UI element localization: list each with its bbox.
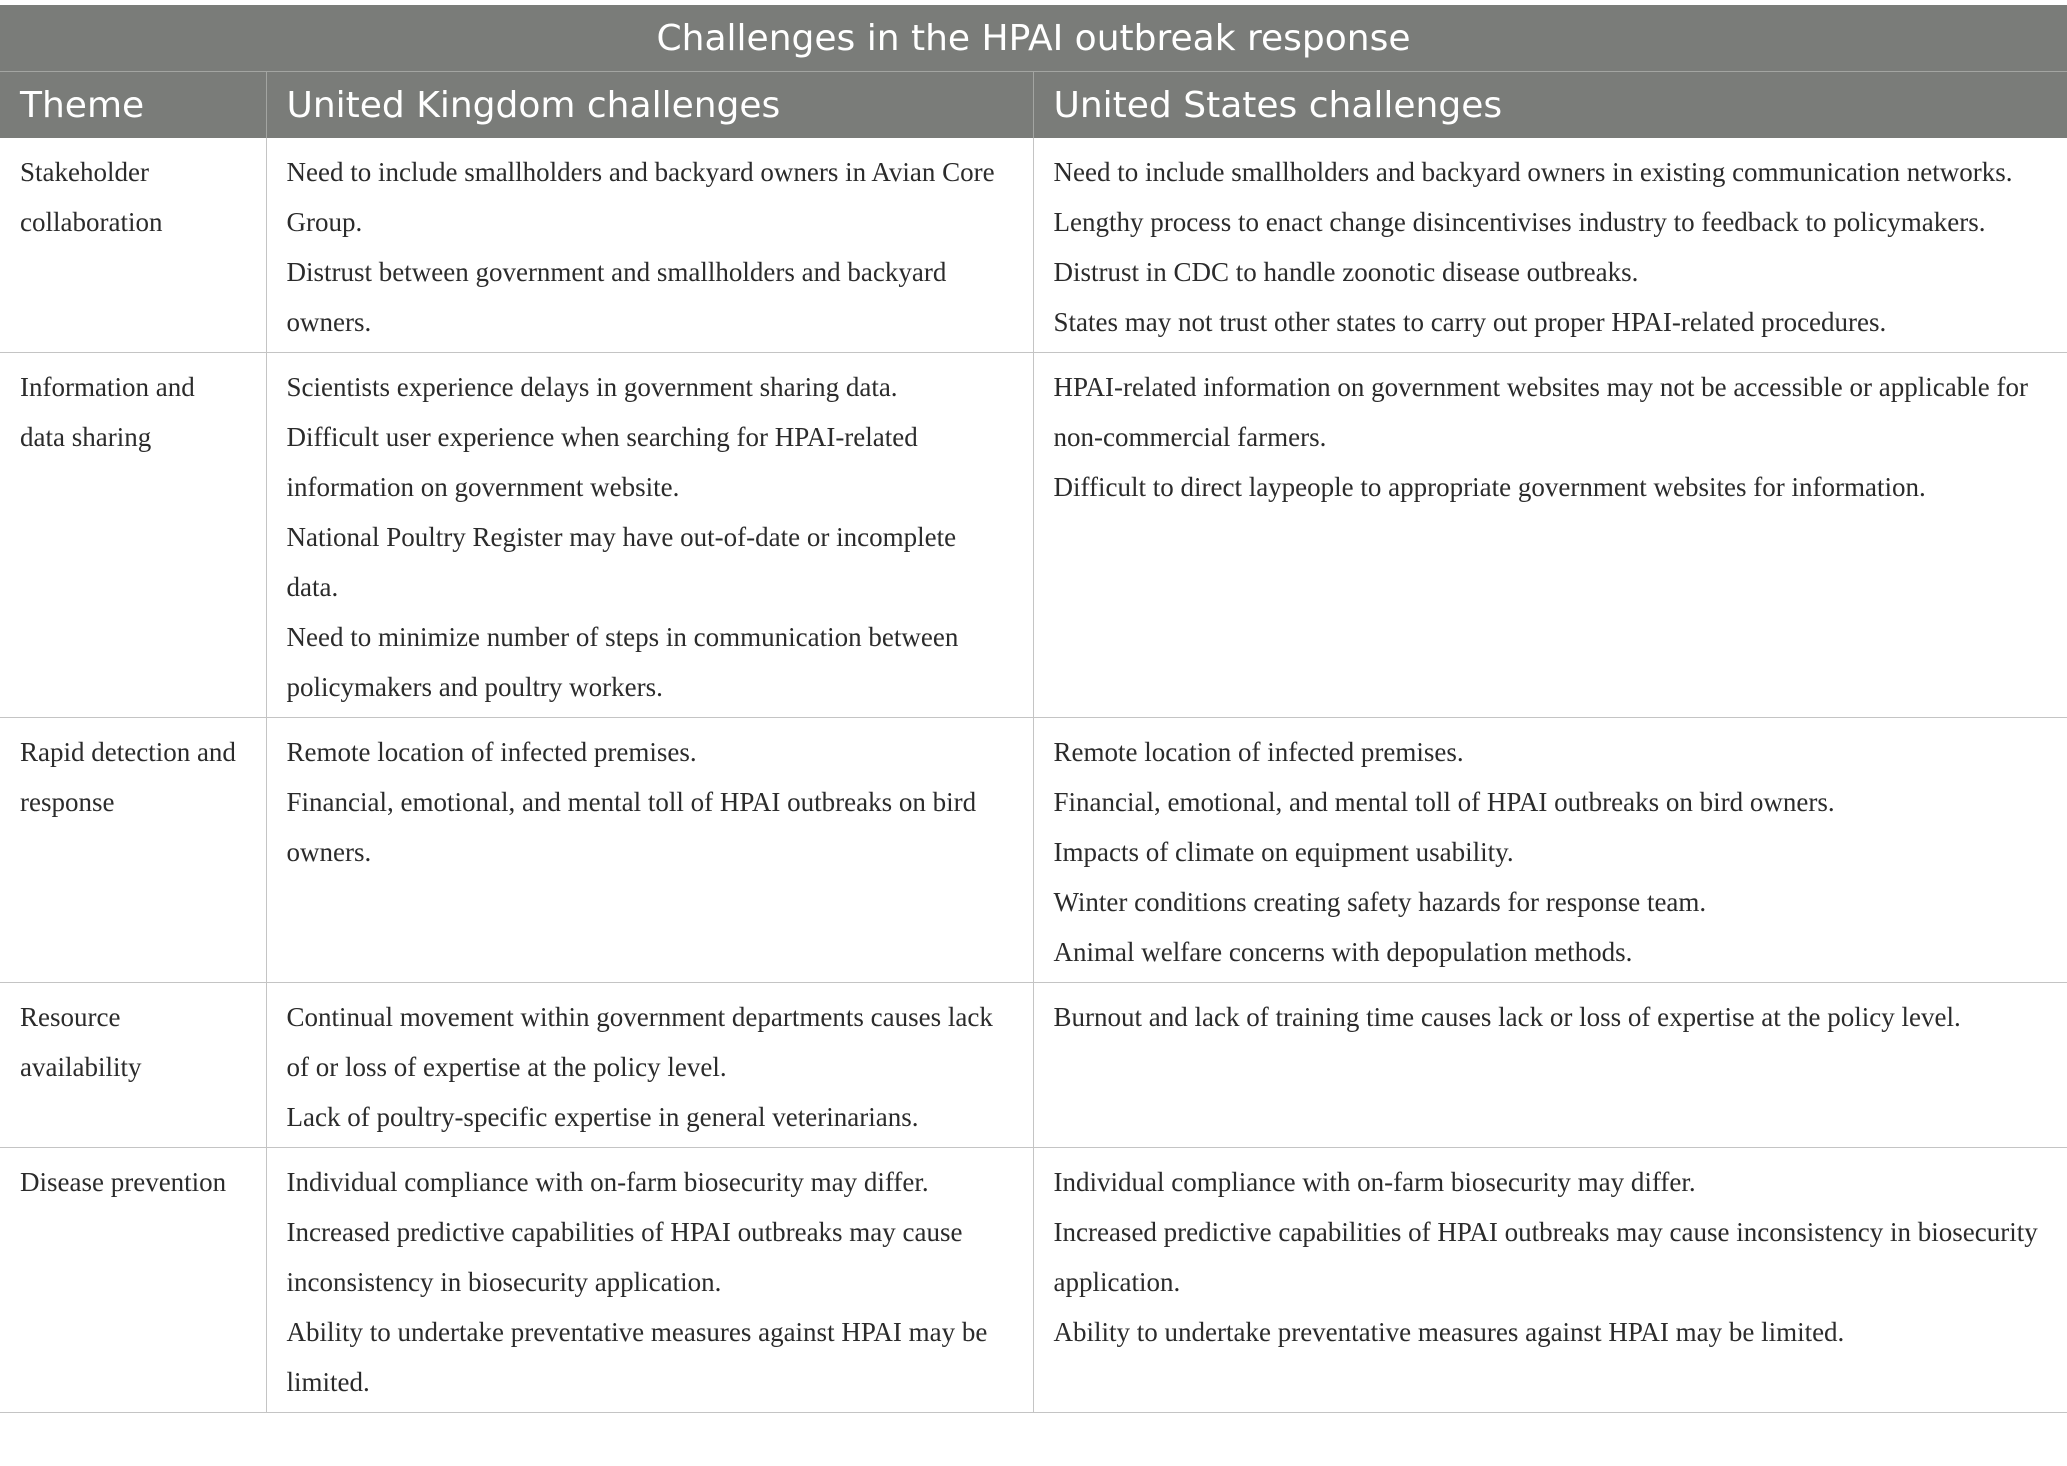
table-title: Challenges in the HPAI outbreak response [0, 5, 2067, 72]
table-body [0, 138, 2067, 1413]
challenges-table-container [0, 5, 2067, 1413]
table-row [0, 1148, 2067, 1413]
challenge-item: Ability to undertake preventative measures against HPAI may be limited. [1053, 1317, 1845, 1347]
theme-cell: Resource availability [0, 983, 266, 1148]
uk-challenges-cell [266, 718, 1033, 983]
challenge-item: Difficult to direct laypeople to appropriate government websites for information. [1053, 472, 1926, 502]
us-challenges-cell [1033, 138, 2067, 353]
column-header-row [0, 72, 2067, 139]
theme-cell: Rapid detection and response [0, 718, 266, 983]
us-challenges-cell [1033, 353, 2067, 718]
challenge-item: Scientists experience delays in government sharing data. [286, 372, 898, 402]
table-row [0, 718, 2067, 983]
uk-challenges-cell [266, 983, 1033, 1148]
uk-challenges-cell [266, 138, 1033, 353]
column-header-theme: Theme [0, 72, 266, 139]
uk-challenges-cell [266, 1148, 1033, 1413]
challenge-item: Burnout and lack of training time causes lack or loss of expertise at the policy level. [1053, 1002, 1961, 1032]
theme-cell: Information and data sharing [0, 353, 266, 718]
challenge-item: Financial, emotional, and mental toll of HPAI outbreaks on bird owners. [1053, 787, 1835, 817]
table-title-row [0, 5, 2067, 72]
challenge-item: Lengthy process to enact change disincentivises industry to feedback to policymakers. [1053, 207, 1986, 237]
challenge-item: Need to include smallholders and backyard owners in existing communication networks. [1053, 157, 2013, 187]
us-challenges-cell [1033, 1148, 2067, 1413]
challenge-item: Continual movement within government departments causes lack of or loss of expertise at the policy level. [286, 1002, 993, 1082]
challenge-item: Distrust in CDC to handle zoonotic disease outbreaks. [1053, 257, 1639, 287]
uk-challenges-cell [266, 353, 1033, 718]
table-row [0, 983, 2067, 1148]
table-head [0, 5, 2067, 138]
column-header-us: United States challenges [1033, 72, 2067, 139]
challenge-item: States may not trust other states to carry out proper HPAI-related procedures. [1053, 307, 1887, 337]
challenge-item: Distrust between government and smallholders and backyard owners. [286, 257, 947, 337]
challenge-item: Remote location of infected premises. [1053, 737, 1464, 767]
challenge-item: Lack of poultry-specific expertise in general veterinarians. [286, 1102, 919, 1132]
challenge-item: Impacts of climate on equipment usability. [1053, 837, 1514, 867]
challenge-item: Need to minimize number of steps in communication between policymakers and poultry workers. [286, 622, 959, 702]
challenge-item: National Poultry Register may have out-of-date or incomplete data. [286, 522, 957, 602]
challenge-item: Animal welfare concerns with depopulation methods. [1053, 937, 1633, 967]
challenge-item: Ability to undertake preventative measures against HPAI may be limited. [286, 1317, 988, 1397]
theme-cell: Disease prevention [0, 1148, 266, 1413]
challenge-item: Increased predictive capabilities of HPAI outbreaks may cause inconsistency in biosecurity application. [1053, 1217, 2038, 1297]
challenge-item: Need to include smallholders and backyard owners in Avian Core Group. [286, 157, 995, 237]
us-challenges-cell [1033, 718, 2067, 983]
challenge-item: Increased predictive capabilities of HPAI outbreaks may cause inconsistency in biosecurity application. [286, 1217, 963, 1297]
column-header-uk: United Kingdom challenges [266, 72, 1033, 139]
table-row [0, 138, 2067, 353]
challenge-item: Financial, emotional, and mental toll of HPAI outbreaks on bird owners. [286, 787, 977, 867]
challenge-item: Individual compliance with on-farm biosecurity may differ. [286, 1167, 929, 1197]
challenge-item: HPAI-related information on government websites may not be accessible or applicable for non-commercial farmers. [1053, 372, 2028, 452]
challenge-item: Winter conditions creating safety hazards for response team. [1053, 887, 1707, 917]
us-challenges-cell [1033, 983, 2067, 1148]
theme-cell: Stakeholder collaboration [0, 138, 266, 353]
challenge-item: Difficult user experience when searching for HPAI-related information on government website. [286, 422, 918, 502]
table-row [0, 353, 2067, 718]
challenge-item: Remote location of infected premises. [286, 737, 697, 767]
challenge-item: Individual compliance with on-farm biosecurity may differ. [1053, 1167, 1696, 1197]
challenges-table [0, 5, 2067, 1413]
